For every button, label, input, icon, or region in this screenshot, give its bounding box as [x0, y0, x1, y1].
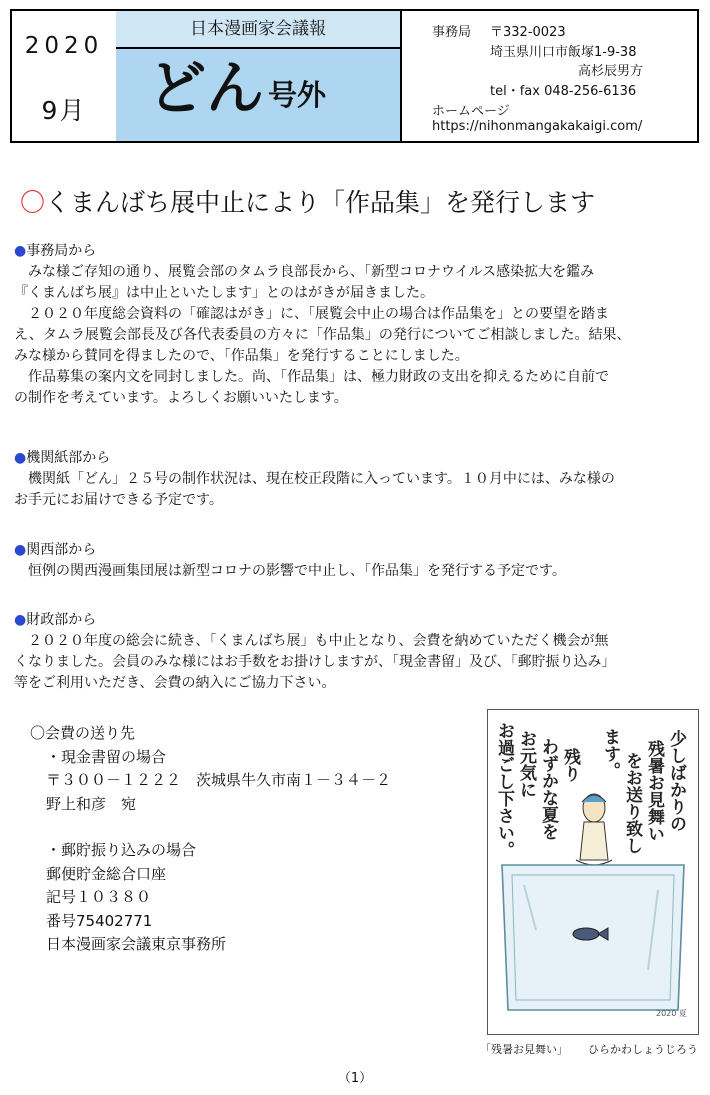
- section-heading: 事務局から: [26, 243, 97, 259]
- page-number: （1）: [337, 1071, 373, 1086]
- paragraph-line: え、タムラ展覧会部長及び各代表委員の方々に「作品集」の発行についてご相談しました。結果、: [14, 327, 631, 343]
- postal-symbol: 記号１０３８０: [46, 888, 152, 906]
- headline-text: くまんばち展中止により「作品集」を発行します: [45, 188, 596, 217]
- bullet-dot-icon: ●: [14, 243, 27, 259]
- greeting-text-col6: わずかな夏を: [538, 738, 558, 840]
- section-heading: 関西部から: [26, 542, 97, 558]
- paragraph-line: みな様から賛同を得ましたので、「作品集」を発行することにしました。: [14, 348, 469, 364]
- extra-edition-label: 号外: [268, 78, 327, 112]
- section-finance-dept: [14, 610, 704, 694]
- paragraph-line: ２０２０年度総会資料の「確認はがき」に、「展覧会中止の場合は作品集を」との要望を踏ま: [28, 306, 609, 322]
- homepage-label: ホームページ: [432, 104, 510, 119]
- office-person: 高杉辰男方: [578, 64, 644, 79]
- greeting-text-col8: お過ごし下さい。: [494, 722, 514, 858]
- newsletter-title-box: [116, 11, 402, 141]
- caption-author: ひらかわしょうじろう: [588, 1043, 698, 1056]
- cash-address: 〒３００－１２２２ 茨城県牛久市南１－３４－２: [46, 771, 392, 789]
- homepage-url[interactable]: https://nihonmangakakaigi.com/: [432, 119, 643, 134]
- bullet-dot-icon: ●: [14, 612, 27, 628]
- spacer: [30, 816, 391, 839]
- greeting-text-col1: 少しばかりの: [666, 730, 686, 832]
- cash-recipient: 野上和彦 宛: [46, 794, 137, 813]
- paragraph-line: ２０２０年度の総会に続き、「くまんばち展」も中止となり、会費を納めていただく機会が無: [28, 633, 609, 649]
- office-label: 事務局: [432, 25, 472, 40]
- issue-year: 2020: [24, 33, 104, 59]
- bullet-dot-icon: ●: [14, 450, 27, 466]
- illustration-signature: 2020 夏: [656, 1009, 687, 1018]
- postal-account-type: 郵便貯金総合口座: [46, 864, 167, 883]
- section-heading: 機関紙部から: [26, 450, 111, 466]
- paragraph-line: くなりました。会員のみな様にはお手数をお掛けしますが、「現金書留」及び、「郵貯振り込み」: [14, 654, 616, 670]
- section-kansai-dept: [14, 540, 704, 582]
- headline: [20, 183, 595, 219]
- paragraph-line: 作品募集の案内文を同封しました。尚、「作品集」は、極力財政の支出を抑えるために自前で: [28, 369, 609, 385]
- caption-title: 「残暑お見舞い」: [480, 1043, 568, 1056]
- office-telfax: tel・fax 048-256-6136: [490, 84, 637, 99]
- issue-month: 9月: [41, 96, 87, 125]
- greeting-text-col5: 残り: [560, 748, 580, 782]
- greeting-text-col3: をお送り致し: [622, 752, 642, 854]
- illustration-caption: [480, 1041, 710, 1057]
- paragraph-line: お手元にお届けできる予定です。: [14, 492, 223, 508]
- postal-transfer-label: ・郵貯振り込みの場合: [46, 841, 197, 859]
- section-bulletin-dept: [14, 448, 704, 511]
- postal-account-name: 日本漫画家会議東京事務所: [46, 935, 227, 953]
- greeting-text-col7: お元気に: [516, 730, 536, 798]
- payment-destination: [30, 722, 391, 957]
- organization-name: 日本漫画家会議報: [116, 11, 400, 49]
- person-figure: [576, 794, 612, 865]
- issue-date-box: [12, 11, 118, 141]
- paragraph-line: 恒例の関西漫画集団展は新型コロナの影響で中止し、「作品集」を発行する予定です。: [28, 563, 566, 579]
- paragraph-line: 『くまんばち展』は中止といたします」とのはがきが届きました。: [14, 285, 434, 301]
- office-address: 埼玉県川口市飯塚1-9-38: [490, 45, 637, 60]
- paragraph-line: 機関紙「どん」２５号の制作状況は、現在校正段階に入っています。１０月中には、みな様の: [28, 471, 615, 487]
- headline-mark: 〇: [20, 188, 46, 217]
- paragraph-line: みな様ご存知の通り、展覧会部のタムラ良部長から、「新型コロナウイルス感染拡大を鑑み: [28, 264, 595, 280]
- office-info: [402, 11, 698, 141]
- greeting-text-col2: 残暑お見舞い: [644, 740, 664, 842]
- newsletter-title: どん: [148, 54, 265, 122]
- postal-number: 番号75402771: [46, 911, 153, 930]
- illustration-drawing: [488, 710, 698, 1034]
- payment-title: 〇会費の送り先: [30, 724, 136, 742]
- section-heading: 財政部から: [26, 612, 97, 628]
- paragraph-line: の制作を考えています。よろしくお願いいたします。: [14, 390, 348, 406]
- office-postal-code: 〒332-0023: [490, 25, 566, 40]
- section-secretariat: [14, 241, 704, 409]
- bullet-dot-icon: ●: [14, 542, 27, 558]
- cash-registered-label: ・現金書留の場合: [46, 747, 167, 766]
- paragraph-line: 等をご利用いただき、会費の納入にご協力下さい。: [14, 675, 336, 691]
- summer-greeting-illustration: [487, 709, 699, 1035]
- masthead: [10, 9, 699, 143]
- greeting-text-col4: ます。: [600, 728, 620, 779]
